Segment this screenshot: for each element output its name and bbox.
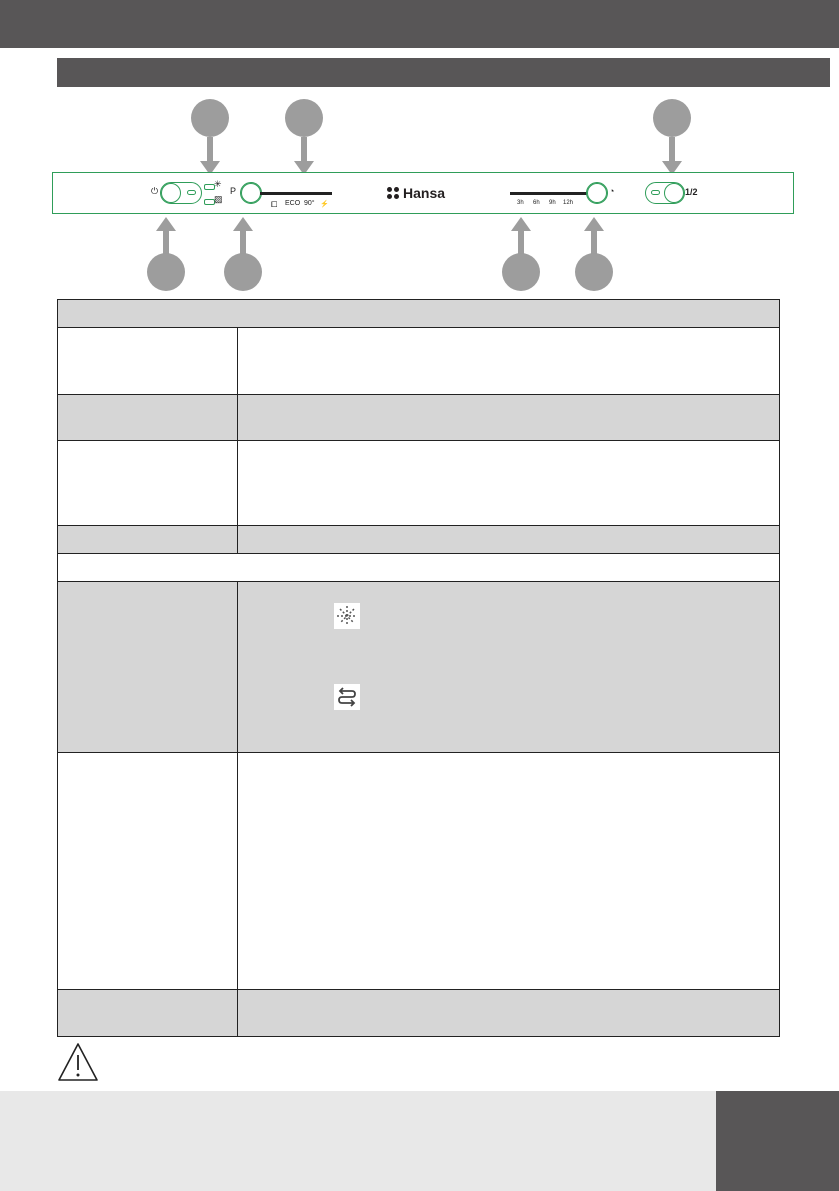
control-panel-figure xyxy=(0,95,839,295)
table-subheader-row xyxy=(58,554,779,582)
table-cell-description xyxy=(238,328,779,394)
table-cell-name xyxy=(58,526,238,553)
table-row xyxy=(58,526,779,554)
table-cell-description xyxy=(238,526,779,553)
table-cell-description xyxy=(238,395,779,440)
brand-logo xyxy=(387,185,445,201)
rinse-aid-sparkle-icon xyxy=(334,603,360,629)
callout-arrow-head xyxy=(233,217,253,231)
table-cell-name xyxy=(58,395,238,440)
table-cell-name xyxy=(58,582,238,752)
program-symbol: ECO xyxy=(285,200,301,207)
callout-arrow-head xyxy=(511,217,531,231)
callout-marker xyxy=(224,253,262,291)
table-header-row xyxy=(58,300,779,328)
half-load-label: 1/2 xyxy=(685,187,698,197)
half-load-led xyxy=(651,190,660,195)
half-load-button[interactable] xyxy=(645,182,685,204)
warning-triangle-icon xyxy=(57,1042,99,1087)
callout-marker xyxy=(575,253,613,291)
program-label: P xyxy=(230,186,237,196)
delay-clock-icon: ◔ xyxy=(609,186,615,196)
table-cell-name xyxy=(58,441,238,525)
callout-marker xyxy=(502,253,540,291)
callout-arrow xyxy=(207,137,213,163)
brand-logo-mark xyxy=(387,187,399,199)
program-button-knob xyxy=(241,183,261,203)
page-number-block xyxy=(716,1091,839,1191)
table-row xyxy=(58,328,779,395)
delay-indicator-track xyxy=(510,192,596,195)
table-row xyxy=(58,582,779,753)
salt-refill-icon xyxy=(334,684,360,710)
salt-icon: ▨ xyxy=(214,194,223,204)
table-row xyxy=(58,753,779,990)
section-title-bar xyxy=(57,58,830,87)
table-cell-name xyxy=(58,328,238,394)
dishwasher-control-panel xyxy=(52,172,794,214)
rinse-aid-icon: ✳ xyxy=(214,179,222,189)
table-cell-name xyxy=(58,990,238,1036)
table-row xyxy=(58,395,779,441)
power-led xyxy=(187,190,196,195)
program-symbol: ⚡ xyxy=(320,201,329,208)
callout-arrow xyxy=(301,137,307,163)
table-cell-description xyxy=(238,582,779,752)
delay-label: 9h xyxy=(549,200,556,206)
callout-marker xyxy=(285,99,323,137)
power-icon: ⏻ xyxy=(151,186,159,196)
table-cell-description xyxy=(238,441,779,525)
brand-name: Hansa xyxy=(403,185,446,201)
callout-marker xyxy=(147,253,185,291)
footer-band xyxy=(0,1091,716,1191)
controls-description-table xyxy=(57,299,780,1037)
callout-arrow-head xyxy=(156,217,176,231)
program-indicator-track xyxy=(260,192,332,195)
program-button[interactable] xyxy=(240,182,262,204)
table-row xyxy=(58,990,779,1036)
delay-start-button[interactable] xyxy=(586,182,608,204)
program-symbol: 90° xyxy=(304,200,315,207)
table-cell-description xyxy=(238,990,779,1036)
table-cell-description xyxy=(238,753,779,989)
callout-marker xyxy=(653,99,691,137)
table-cell-name xyxy=(58,753,238,989)
half-load-button-knob xyxy=(664,183,684,203)
delay-label: 6h xyxy=(533,200,540,206)
program-symbol: ⧠ xyxy=(271,200,278,209)
callout-marker xyxy=(191,99,229,137)
table-row xyxy=(58,441,779,526)
delay-label: 3h xyxy=(517,200,524,206)
power-button[interactable] xyxy=(160,182,202,204)
page-header-bar xyxy=(0,0,839,48)
callout-arrow xyxy=(669,137,675,163)
power-button-knob xyxy=(161,183,181,203)
delay-start-button-knob xyxy=(587,183,607,203)
delay-label: 12h xyxy=(563,200,574,206)
callout-arrow-head xyxy=(584,217,604,231)
